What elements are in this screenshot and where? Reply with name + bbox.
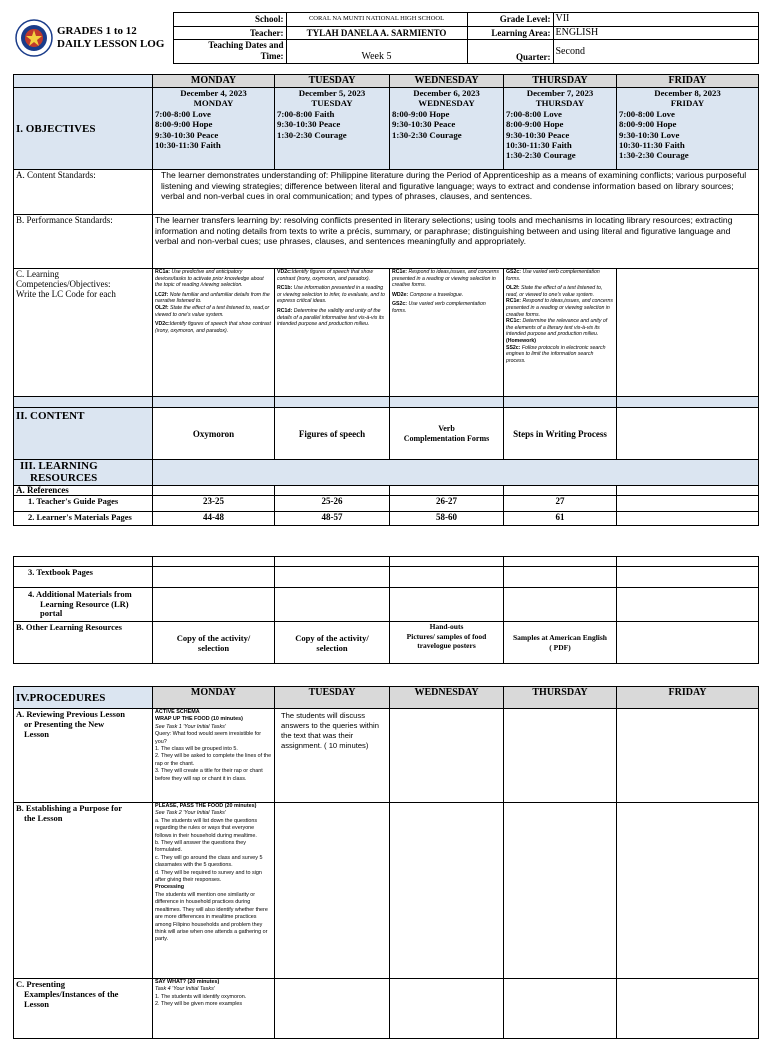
proc-day-friday: FRIDAY [617,687,759,709]
other-monday-2: selection [197,642,230,653]
lc-text: Determine the validity and unity of the details of a parallel informative text vis-à-vis its intended purpose and production milieu. [277,307,384,328]
competencies-thursday [504,269,617,397]
lc-text: Determine the relevance and unity of the elements of a literary text vis-à-vis its intended purpose and production milieu. [506,318,608,338]
learning-area-value: ENGLISH [553,27,758,40]
time-slot: 10:30-11:30 Faith [506,140,572,151]
proc-line: The students will mention one similarity or difference in household practices during mealtimes. They will also identify whether there are more differences in mealtime practices among Filipino households and problem they think will arise when one attends a gathering or party. [155,891,268,943]
date-monday: December 4, 2023 [180,88,247,98]
school-name: CORAL NA MUNTI NATIONAL HIGH SCHOOL [286,13,467,27]
proc-line: d. They will be required to survey and to sign after giving their responses. [155,869,262,884]
day-header-tuesday: TUESDAY [275,75,390,88]
lc-code: RC1c: [506,318,521,325]
time-slot: 1:30-2:30 Courage [277,129,347,140]
lc-text: Use varied verb complementation forms. [392,301,486,314]
proc-line: Task 4 'Your Initial Tasks' [155,986,215,993]
other-wednesday-2: Pictures/ samples of food [406,631,487,641]
purpose-label-1: B. Establishing a Purpose for [16,803,123,813]
other-resources-label: B. Other Learning Resources [14,622,153,664]
competencies-label-1: C. Learning [16,269,59,279]
presenting-monday [153,979,275,1039]
additional-label-1: 4. Additional Materials from [28,589,132,600]
proc-line: See Task 1 'Your Initial Tasks' [155,723,226,730]
lc-text: Respond to ideas,issues, and concerns presented in a reading or viewing selection in creative forms. [506,298,614,318]
schedule-monday [153,88,275,170]
proc-line: SAY WHAT? (20 minutes) [155,979,220,985]
content-standards-text: The learner demonstrates understanding of: Philippine literature during the Period of Apprenticeship as a means of examining conflicts; various purposeful listening and viewing strategies; difference between literal and figurative language; ways to extract and condense information based on library sources; verbal and non-verbal cues in oral communication; and types of phrases, clauses, and sentences. [153,170,759,215]
review-label-3: Lesson [24,729,50,739]
lc-text: Use information presented in a reading or viewing selection to infer, to evaluate, and to express critical ideas. [277,285,385,305]
performance-standards-text: The learner transfers learning by: resolving conflicts presented in literary selections; using tools and mechanisms in locating library resources; extracting information and noting details from texts to write a précis, summary, or paraphrase; distinguishing between and using literal and figurative language and verbal and non-verbal cues; use phrases, clauses, and sentences meaningfully and appropriately. [153,215,759,269]
quarter-label: Quarter: [467,40,553,64]
date-tuesday: December 5, 2023 [298,88,366,98]
date-wednesday: December 6, 2023 [413,88,480,98]
day-friday: FRIDAY [670,98,705,109]
day-header-monday: MONDAY [153,75,275,88]
review-monday [153,709,275,803]
schedule-friday [617,88,759,170]
schedule-wednesday [390,88,504,170]
proc-line: 1. The class will be grouped into 5. [155,746,238,753]
other-tuesday-1: Copy of the activity/ [295,632,369,643]
time-slot: 10:30-11:30 Faith [619,140,685,151]
time-slot: 8:00-9:00 Hope [155,119,213,130]
lc-text: Note familiar and unfamiliar details from the narrative listened to. [155,291,270,305]
time-slot: 1:30-2:30 Courage [506,150,576,161]
content-wednesday-2: Complementation Forms [403,433,490,443]
time-slot: 1:30-2:30 Courage [619,150,689,161]
lc-text: State the effect of a text listened to, read,or viewed to one's value system. [155,304,270,318]
grade-label: Grade Level: [467,13,553,27]
homework-note: (Homework) [506,337,536,344]
schedule-thursday [504,88,617,170]
date-friday: December 8, 2023 [654,88,721,98]
schedule-tuesday [275,88,390,170]
lc-code: OL2f: [506,285,520,292]
lm-thursday: 61 [504,512,617,526]
proc-day-thursday: THURSDAY [504,687,617,709]
day-header-thursday: THURSDAY [504,75,617,88]
proc-day-monday: MONDAY [153,687,275,709]
other-wednesday-3: travelogue posters [417,641,476,650]
resources-table [13,556,759,664]
competencies-label-3: Write the LC Code for each [16,289,116,299]
presenting-label-3: Lesson [24,999,50,1009]
title-line-1: GRADES 1 to 12 [57,25,137,37]
lc-code: WD2e: [392,291,409,298]
presenting-label-1: C. Presenting [16,979,65,989]
deped-seal-icon [15,19,53,57]
other-tuesday-2: selection [316,642,348,653]
content-wednesday-1: Verb [438,423,455,433]
lc-code: GS2c: [506,269,521,275]
lc-text: Use varied verb complementation forms. [506,269,600,282]
learners-materials-label: 2. Learner's Materials Pages [14,512,153,526]
proc-line: ACTIVE SCHEMA [155,709,200,715]
proc-line: WRAP UP THE FOOD (10 minutes) [155,716,243,723]
lc-code: RC1b: [277,285,293,292]
time-slot: 9:30-10:30 Peace [506,129,570,140]
time-slot: 9:30-10:30 Love [619,129,680,140]
references-label: A. References [14,486,153,496]
time-slot: 7:00-8:00 Love [619,108,675,119]
lc-text: Follow protocols in electronic search engines to limit the information search process. [506,344,606,364]
proc-line: Processing [155,884,185,891]
lesson-table [13,74,759,526]
textbook-label: 3. Textbook Pages [14,567,153,588]
content-tuesday: Figures of speech [275,408,390,460]
competencies-monday [153,269,275,397]
time-slot: 10:30-11:30 Faith [155,140,221,151]
lc-text: Identify figures of speech that show contrast (irony, oxymoron, and paradox). [277,269,374,282]
other-wednesday-1: Hand-outs [429,622,464,631]
lc-code: RC1e: [392,269,407,275]
additional-label-2: Learning Resource (LR) [40,598,129,609]
day-tuesday: TUESDAY [311,98,353,109]
proc-line: 2. They will be asked to complete the lines of the rap or the chant. [155,753,272,767]
proc-line: Query: What food would seem irresistible for you? [155,731,262,745]
tg-monday: 23-25 [153,496,275,512]
lc-code: OL2f: [155,304,169,311]
review-label-2: or Presenting the New [24,719,105,729]
performance-standards-label: B. Performance Standards: [14,215,153,269]
proc-line: See Task 2 'Your Initial Tasks' [155,810,226,817]
lc-code: VD2c: [277,269,292,275]
competencies-friday [617,269,759,397]
proc-line: b. They will answer the questions they formulated. [155,840,246,854]
lc-code: LC2f: [155,291,169,298]
proc-day-tuesday: TUESDAY [275,687,390,709]
week-value: Week 5 [286,40,467,64]
lc-text: Compose a travelogue. [409,291,464,298]
procedures-table [13,686,759,1039]
day-header-wednesday: WEDNESDAY [390,75,504,88]
time-slot: 8:00-9:00 Hope [392,108,450,119]
teacher-name: TYLAH DANELA A. SARMIENTO [286,27,467,40]
proc-line: a. The students will list down the questions regarding the rules or ways that everyone follows in their household during mealtime. [155,817,258,839]
dates-label-2: Time: [260,51,284,61]
learning-area-label: Learning Area: [467,27,553,40]
lc-code: SS2c: [506,344,521,351]
content-label: II. CONTENT [14,408,153,460]
proc-line: 1. The students will identify oxymoron. [155,993,247,1000]
tg-tuesday: 25-26 [275,496,390,512]
resources-label-1: III. LEARNING [20,460,98,472]
other-thursday-1: Samples at American English [513,633,607,642]
resources-label-2: RESOURCES [30,472,98,484]
day-wednesday: WEDNESDAY [418,98,475,109]
review-tuesday: The students will discuss answers to the queries within the text that was their assignment. ( 10 minutes) [275,709,390,803]
purpose-monday [153,803,275,979]
teachers-guide-label: 1. Teacher's Guide Pages [14,496,153,512]
day-header-friday: FRIDAY [617,75,759,88]
lm-wednesday: 58-60 [390,512,504,526]
proc-day-wednesday: WEDNESDAY [390,687,504,709]
purpose-label-2: the Lesson [24,813,63,823]
other-thursday-2: ( PDF) [549,642,571,652]
competencies-wednesday [390,269,504,397]
tg-thursday: 27 [504,496,617,512]
review-label-1: A. Reviewing Previous Lesson [16,709,125,719]
lc-code: RC1e: [506,298,521,305]
lc-code: VD2c: [155,321,170,328]
lc-text: Identify figures of speech that show contrast (irony, oxymoron, and paradox). [155,321,271,334]
time-slot: 9:30-10:30 Peace [155,129,219,140]
additional-label-3: portal [40,608,63,619]
lc-code: RC1d: [277,307,293,314]
lm-monday: 44-48 [153,512,275,526]
day-thursday: THURSDAY [535,98,585,109]
other-monday-1: Copy of the activity/ [176,632,251,643]
competencies-label-2: Competencies/Objectives: [16,279,111,289]
time-slot: 7:00-8:00 Faith [277,108,335,119]
proc-line: 3. They will create a title for their rap or chant before they will rap or chant it in class. [155,768,263,782]
competencies-tuesday [275,269,390,397]
lm-tuesday: 48-57 [275,512,390,526]
time-slot: 9:30-10:30 Peace [392,119,456,130]
procedures-label: IV.PROCEDURES [14,687,153,709]
proc-line: PLEASE, PASS THE FOOD (20 minutes) [155,803,257,809]
title-line-2: DAILY LESSON LOG [57,38,165,50]
proc-line: 2. They will be given more examples [155,1001,243,1008]
quarter-value: Second [553,40,758,64]
objectives-label: I. OBJECTIVES [14,88,153,170]
lc-text: State the effect of a text listened to, read, or viewed to one's value system. [506,285,603,298]
dates-label-1: Teaching Dates and [208,40,284,50]
proc-line: c. They will go around the class and survey 5 classmates with the 5 questions. [155,854,263,869]
time-slot: 8:00-9:00 Hope [506,119,564,130]
time-slot: 7:00-8:00 Love [155,108,211,119]
time-slot: 1:30-2:30 Courage [392,129,462,140]
day-monday: MONDAY [193,98,234,109]
content-friday [617,408,759,460]
time-slot: 8:00-9:00 Hope [619,119,677,130]
tg-wednesday: 26-27 [390,496,504,512]
time-slot: 7:00-8:00 Love [506,108,562,119]
content-standards-label: A. Content Standards: [14,170,153,215]
school-label: School: [173,13,286,27]
content-monday: Oxymoron [153,408,275,460]
presenting-label-2: Examples/Instances of the [24,989,119,999]
time-slot: 9:30-10:30 Peace [277,119,341,130]
date-thursday: December 7, 2023 [526,88,594,98]
content-thursday: Steps in Writing Process [504,408,617,460]
lc-code: RC1a: [155,269,170,275]
header-table [13,12,759,64]
teacher-label: Teacher: [173,27,286,40]
grade-value: VII [553,13,758,27]
lc-text: Use predictive and anticipatory devices/tasks to activate prior knowledge about the topic of reading /viewing selection. [155,269,264,289]
lc-code: GS2c: [392,301,407,308]
lc-text: Respond to ideas,issues, and concerns presented in a reading or viewing selection in creative forms. [392,269,500,289]
